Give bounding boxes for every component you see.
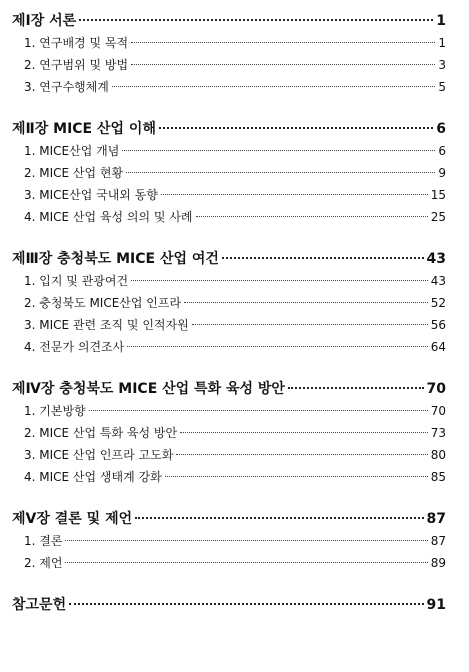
- toc-section[interactable]: [12, 314, 446, 336]
- spacer: [12, 228, 446, 248]
- dot-leader: [89, 410, 428, 411]
- dot-leader: [196, 216, 428, 217]
- section-title: 4. MICE 산업 생태계 강화: [24, 470, 162, 484]
- chapter-title: 제Ⅲ장 충청북도 MICE 산업 여건: [12, 251, 219, 267]
- section-page: 56: [430, 318, 446, 332]
- dot-leader: [222, 257, 424, 259]
- dot-leader: [135, 517, 423, 519]
- section-page: 64: [430, 340, 446, 354]
- dot-leader: [176, 454, 427, 455]
- section-title: 2. 제언: [24, 556, 63, 570]
- spacer: [12, 98, 446, 118]
- section-title: 2. 연구범위 및 방법: [24, 58, 129, 72]
- dot-leader: [161, 194, 428, 195]
- section-page: 52: [430, 296, 446, 310]
- toc-section[interactable]: [12, 206, 446, 228]
- dot-leader: [112, 86, 436, 87]
- toc-section[interactable]: [12, 444, 446, 466]
- section-title: 2. MICE 산업 현황: [24, 166, 124, 180]
- section-title: 2. 충청북도 MICE산업 인프라: [24, 296, 182, 310]
- section-page: 9: [438, 166, 446, 180]
- section-title: 1. 입지 및 관광여건: [24, 274, 129, 288]
- dot-leader: [65, 540, 427, 541]
- toc-section[interactable]: [12, 552, 446, 574]
- section-page: 15: [430, 188, 446, 202]
- section-page: 25: [430, 210, 446, 224]
- chapter-title: 제Ⅴ장 결론 및 제언: [12, 511, 133, 527]
- toc-section[interactable]: [12, 422, 446, 444]
- toc-section[interactable]: [12, 292, 446, 314]
- section-page: 80: [430, 448, 446, 462]
- section-title: 1. 결론: [24, 534, 63, 548]
- dot-leader: [131, 64, 435, 65]
- section-page: 6: [438, 144, 446, 158]
- toc-section[interactable]: [12, 466, 446, 488]
- toc-section[interactable]: [12, 336, 446, 358]
- chapter-page: 87: [426, 511, 446, 527]
- dot-leader: [184, 302, 428, 303]
- chapter-page: 6: [436, 121, 446, 137]
- section-page: 89: [430, 556, 446, 570]
- toc-chapter[interactable]: [12, 118, 446, 140]
- toc-section[interactable]: [12, 140, 446, 162]
- toc-chapter[interactable]: [12, 378, 446, 400]
- dot-leader: [180, 432, 428, 433]
- toc-chapter[interactable]: [12, 508, 446, 530]
- spacer: [12, 358, 446, 378]
- chapter-title: 제Ⅱ장 MICE 산업 이해: [12, 121, 156, 137]
- toc-section[interactable]: [12, 400, 446, 422]
- section-title: 2. MICE 산업 특화 육성 방안: [24, 426, 178, 440]
- toc-section[interactable]: [12, 32, 446, 54]
- dot-leader: [126, 172, 435, 173]
- dot-leader: [127, 346, 427, 347]
- dot-leader: [165, 476, 428, 477]
- chapter-title: 제Ⅰ장 서론: [12, 13, 77, 29]
- toc-section[interactable]: [12, 162, 446, 184]
- spacer: [12, 574, 446, 594]
- section-title: 1. 연구배경 및 목적: [24, 36, 129, 50]
- toc-chapter[interactable]: [12, 10, 446, 32]
- section-title: 4. MICE 산업 육성 의의 및 사례: [24, 210, 193, 224]
- chapter-page: 1: [436, 13, 446, 29]
- section-title: 1. MICE산업 개념: [24, 144, 120, 158]
- dot-leader: [65, 562, 427, 563]
- section-page: 70: [430, 404, 446, 418]
- dot-leader: [79, 19, 433, 21]
- dot-leader: [69, 603, 423, 605]
- chapter-page: 43: [426, 251, 446, 267]
- section-page: 1: [438, 36, 446, 50]
- section-page: 87: [430, 534, 446, 548]
- section-title: 3. MICE산업 국내외 동향: [24, 188, 158, 202]
- section-page: 85: [430, 470, 446, 484]
- dot-leader: [192, 324, 428, 325]
- toc-section[interactable]: [12, 530, 446, 552]
- section-title: 3. MICE 산업 인프라 고도화: [24, 448, 174, 462]
- dot-leader: [122, 150, 435, 151]
- toc-section[interactable]: [12, 76, 446, 98]
- toc-chapter[interactable]: [12, 248, 446, 270]
- section-page: 73: [430, 426, 446, 440]
- toc-section[interactable]: [12, 270, 446, 292]
- section-page: 5: [438, 80, 446, 94]
- toc-section[interactable]: [12, 184, 446, 206]
- chapter-page: 91: [426, 597, 446, 613]
- spacer: [12, 488, 446, 508]
- section-page: 3: [438, 58, 446, 72]
- chapter-title: 참고문헌: [12, 597, 67, 613]
- section-title: 1. 기본방향: [24, 404, 86, 418]
- toc-chapter-references[interactable]: [12, 594, 446, 616]
- chapter-page: 70: [426, 381, 446, 397]
- chapter-title: 제Ⅳ장 충청북도 MICE 산업 특화 육성 방안: [12, 381, 285, 397]
- table-of-contents: [12, 10, 446, 616]
- dot-leader: [131, 42, 435, 43]
- section-title: 3. MICE 관련 조직 및 인적자원: [24, 318, 189, 332]
- section-page: 43: [430, 274, 446, 288]
- section-title: 3. 연구수행체계: [24, 80, 109, 94]
- dot-leader: [131, 280, 428, 281]
- dot-leader: [288, 387, 424, 389]
- toc-section[interactable]: [12, 54, 446, 76]
- dot-leader: [159, 127, 433, 129]
- section-title: 4. 전문가 의견조사: [24, 340, 125, 354]
